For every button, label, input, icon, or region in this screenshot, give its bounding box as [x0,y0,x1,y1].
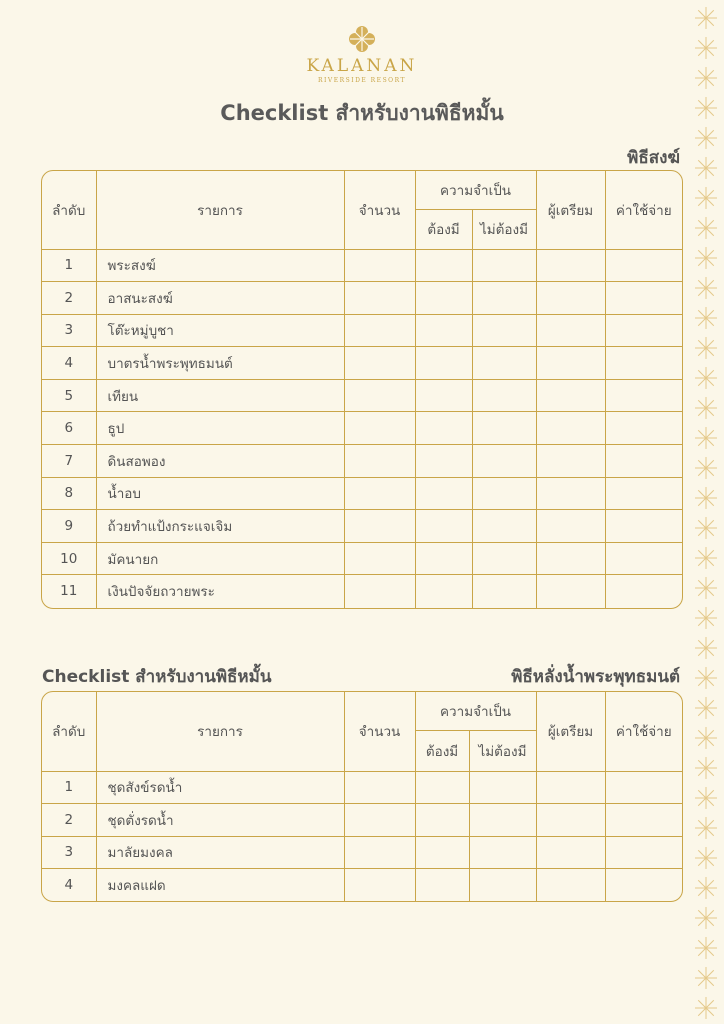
flower-logo-icon [347,24,377,54]
row-cost-cell[interactable] [605,477,682,510]
row-quantity-cell[interactable] [344,379,415,412]
section1-label: พิธีสงฆ์ [627,148,680,168]
row-item: เงินปัจจัยถวายพระ [96,575,344,608]
row-preparer-cell[interactable] [536,836,605,869]
section2-label: พิธีหลั่งน้ำพระพุทธมนต์ [511,667,680,687]
row-item: น้ำอบ [96,477,344,510]
row-item: ดินสอพอง [96,445,344,478]
row-cost-cell[interactable] [605,771,682,804]
table-row [42,477,682,510]
row-item: ชุดตั่งรดน้ำ [96,804,344,837]
row-not-required-cell[interactable] [469,836,536,869]
table-row [42,542,682,575]
row-item: เทียน [96,379,344,412]
row-number: 3 [42,836,96,869]
table-row [42,575,682,608]
header-necessity: ความจำเป็น [415,171,536,209]
row-quantity-cell[interactable] [344,282,415,315]
row-number: 7 [42,445,96,478]
row-cost-cell[interactable] [605,347,682,380]
row-not-required-cell[interactable] [472,282,536,315]
row-required-cell[interactable] [415,575,472,608]
row-not-required-cell[interactable] [469,771,536,804]
page-title: Checklist สำหรับงานพิธีหมั้น [220,101,504,125]
row-item: บาตรน้ำพระพุทธมนต์ [96,347,344,380]
header-order: ลำดับ [42,171,96,249]
table-row [42,347,682,380]
row-preparer-cell[interactable] [536,771,605,804]
row-required-cell[interactable] [415,869,469,902]
row-required-cell[interactable] [415,836,469,869]
row-quantity-cell[interactable] [344,510,415,543]
row-preparer-cell[interactable] [536,575,605,608]
row-cost-cell[interactable] [605,445,682,478]
header-necessity: ความจำเป็น [415,692,536,730]
row-quantity-cell[interactable] [344,249,415,282]
row-not-required-cell[interactable] [472,412,536,445]
row-cost-cell[interactable] [605,836,682,869]
row-item: พระสงฆ์ [96,249,344,282]
row-preparer-cell[interactable] [536,412,605,445]
row-item: มงคลแฝด [96,869,344,902]
row-required-cell[interactable] [415,412,472,445]
row-quantity-cell[interactable] [344,575,415,608]
header-required: ต้องมี [415,209,472,249]
row-quantity-cell[interactable] [344,869,415,902]
row-preparer-cell[interactable] [536,347,605,380]
row-preparer-cell[interactable] [536,477,605,510]
row-not-required-cell[interactable] [472,314,536,347]
header-quantity: จำนวน [344,171,415,249]
row-number: 6 [42,412,96,445]
row-cost-cell[interactable] [605,314,682,347]
row-required-cell[interactable] [415,804,469,837]
row-quantity-cell[interactable] [344,445,415,478]
header-preparer: ผู้เตรียม [536,171,605,249]
header-required: ต้องมี [415,730,469,771]
row-number: 11 [42,575,96,608]
row-preparer-cell[interactable] [536,445,605,478]
row-preparer-cell[interactable] [536,869,605,902]
header-quantity: จำนวน [344,692,415,771]
row-number: 9 [42,510,96,543]
header-not-required: ไม่ต้องมี [472,209,536,249]
table-row [42,412,682,445]
row-required-cell[interactable] [415,347,472,380]
table-row [42,510,682,543]
table-row [42,314,682,347]
row-preparer-cell[interactable] [536,282,605,315]
row-not-required-cell[interactable] [469,869,536,902]
row-required-cell[interactable] [415,249,472,282]
row-cost-cell[interactable] [605,249,682,282]
row-quantity-cell[interactable] [344,542,415,575]
row-cost-cell[interactable] [605,412,682,445]
row-required-cell[interactable] [415,379,472,412]
table-row [42,836,682,869]
row-required-cell[interactable] [415,314,472,347]
header-cost: ค่าใช้จ่าย [605,692,682,771]
header-item: รายการ [96,171,344,249]
table-row [42,771,682,804]
row-not-required-cell[interactable] [472,379,536,412]
row-quantity-cell[interactable] [344,771,415,804]
row-item: ชุดสังข์รดน้ำ [96,771,344,804]
row-item: โต๊ะหมู่บูชา [96,314,344,347]
brand-name: KALANAN [306,56,418,76]
row-number: 5 [42,379,96,412]
table-row [42,804,682,837]
row-number: 4 [42,347,96,380]
header-item: รายการ [96,692,344,771]
row-number: 1 [42,249,96,282]
row-item: มัคนายก [96,542,344,575]
row-cost-cell[interactable] [605,282,682,315]
row-item: มาลัยมงคล [96,836,344,869]
row-not-required-cell[interactable] [472,477,536,510]
row-cost-cell[interactable] [605,542,682,575]
row-number: 4 [42,869,96,902]
row-number: 2 [42,804,96,837]
row-required-cell[interactable] [415,445,472,478]
row-preparer-cell[interactable] [536,249,605,282]
row-required-cell[interactable] [415,477,472,510]
row-required-cell[interactable] [415,542,472,575]
row-number: 1 [42,771,96,804]
row-not-required-cell[interactable] [472,249,536,282]
brand-subtitle: RIVERSIDE RESORT [317,77,407,84]
row-number: 8 [42,477,96,510]
row-preparer-cell[interactable] [536,804,605,837]
row-quantity-cell[interactable] [344,314,415,347]
row-not-required-cell[interactable] [472,575,536,608]
table-row [42,445,682,478]
row-quantity-cell[interactable] [344,804,415,837]
row-not-required-cell[interactable] [472,510,536,543]
row-preparer-cell[interactable] [536,510,605,543]
row-number: 2 [42,282,96,315]
row-item: อาสนะสงฆ์ [96,282,344,315]
header-not-required: ไม่ต้องมี [469,730,536,771]
row-not-required-cell[interactable] [472,445,536,478]
row-cost-cell[interactable] [605,869,682,902]
row-quantity-cell[interactable] [344,836,415,869]
section1-table [41,170,683,609]
row-item: ถ้วยทำแป้งกระแจเจิม [96,510,344,543]
row-not-required-cell[interactable] [472,542,536,575]
table-row [42,379,682,412]
header-preparer: ผู้เตรียม [536,692,605,771]
row-required-cell[interactable] [415,510,472,543]
row-required-cell[interactable] [415,771,469,804]
table-row [42,282,682,315]
row-not-required-cell[interactable] [472,347,536,380]
decorative-star-border [684,0,724,1024]
section2-title: Checklist สำหรับงานพิธีหมั้น [42,667,272,687]
row-quantity-cell[interactable] [344,347,415,380]
header-cost: ค่าใช้จ่าย [605,171,682,249]
section2-table [41,691,683,902]
row-quantity-cell[interactable] [344,477,415,510]
row-quantity-cell[interactable] [344,412,415,445]
row-preparer-cell[interactable] [536,379,605,412]
row-cost-cell[interactable] [605,804,682,837]
brand-logo [0,24,724,84]
header-order: ลำดับ [42,692,96,771]
row-cost-cell[interactable] [605,379,682,412]
row-item: ธูป [96,412,344,445]
table-row [42,869,682,902]
table-row [42,249,682,282]
row-preparer-cell[interactable] [536,542,605,575]
row-number: 10 [42,542,96,575]
row-cost-cell[interactable] [605,575,682,608]
row-not-required-cell[interactable] [469,804,536,837]
row-required-cell[interactable] [415,282,472,315]
row-preparer-cell[interactable] [536,314,605,347]
row-cost-cell[interactable] [605,510,682,543]
row-number: 3 [42,314,96,347]
